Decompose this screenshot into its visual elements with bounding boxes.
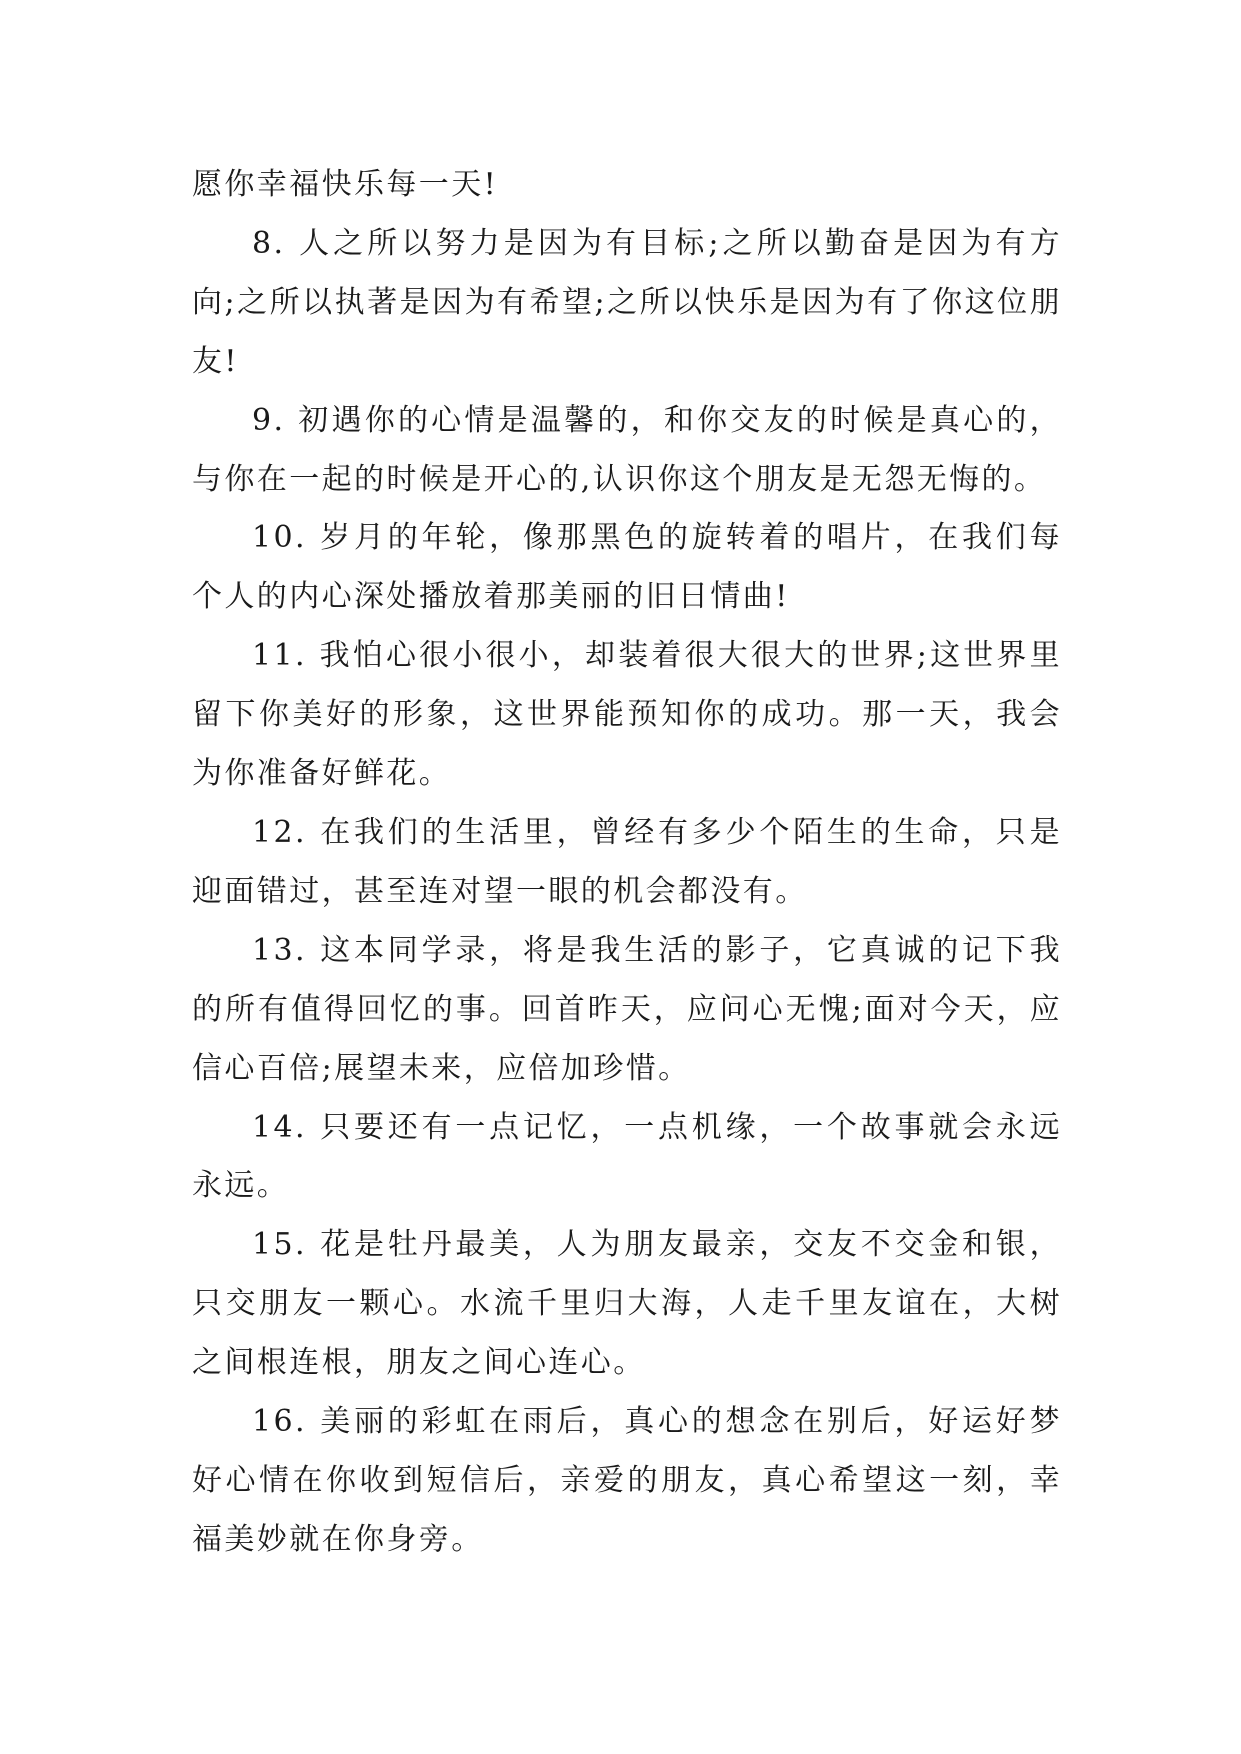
paragraph-closing-line: 愿你幸福快乐每一天! (192, 167, 499, 202)
paragraph-15: 15. 花是牡丹最美，人为朋友最亲，交友不交金和银，只交朋友一颗心。水流千里归大海，人走千里友谊在，大树之间根连根，朋友之间心连心。 (192, 1227, 1062, 1381)
paragraph-11: 11. 我怕心很小很小，却装着很大很大的世界;这世界里留下你美好的形象，这世界能预知你的成功。那一天，我会为你准备好鲜花。 (192, 638, 1062, 792)
paragraph-9: 9. 初遇你的心情是温馨的，和你交友的时候是真心的，与你在一起的时候是开心的,认识你这个朋友是无怨无悔的。 (192, 402, 1062, 497)
paragraph-16: 16. 美丽的彩虹在雨后，真心的想念在别后，好运好梦好心情在你收到短信后，亲爱的朋友，真心希望这一刻，幸福美妙就在你身旁。 (192, 1404, 1062, 1557)
paragraph-13: 13. 这本同学录，将是我生活的影子，它真诚的记下我的所有值得回忆的事。回首昨天，应问心无愧;面对今天，应信心百倍;展望未来，应倍加珍惜。 (192, 932, 1062, 1086)
document-body (192, 156, 1062, 1570)
paragraph-12: 12. 在我们的生活里，曾经有多少个陌生的生命，只是迎面错过，甚至连对望一眼的机会都没有。 (192, 814, 1062, 909)
paragraph-8: 8. 人之所以努力是因为有目标;之所以勤奋是因为有方向;之所以执著是因为有希望;之所以快乐是因为有了你这位朋友! (192, 225, 1062, 379)
paragraph-10: 10. 岁月的年轮，像那黑色的旋转着的唱片，在我们每个人的内心深处播放着那美丽的旧日情曲! (192, 520, 1062, 615)
paragraph-14: 14. 只要还有一点记忆，一点机缘，一个故事就会永远永远。 (192, 1109, 1062, 1204)
